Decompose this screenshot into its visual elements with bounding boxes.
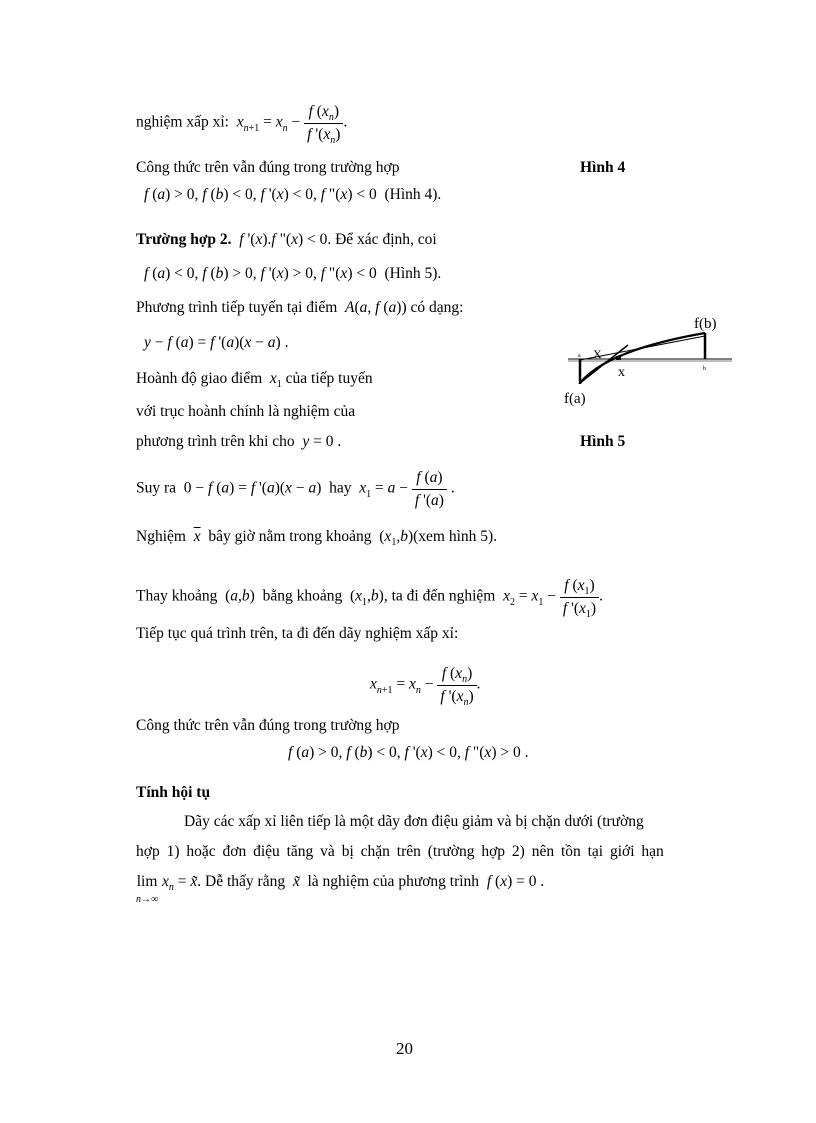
- text-fig4-ref: (Hình 4).: [384, 186, 442, 203]
- figure-4-label: Hình 4: [580, 159, 626, 176]
- a-label: a: [578, 353, 581, 359]
- text-go-to: , ta đi đến nghiệm: [383, 587, 496, 605]
- x-label: x: [618, 365, 625, 380]
- text-root-in: bây giờ nằm trong khoảng: [208, 528, 372, 545]
- line-intersection: Hoành độ giao điểm $x_1$ của tiếp tuyến: [136, 370, 373, 390]
- fraction-newton-2: $\frac{f (x_n)}{f '(x_n)}$: [437, 666, 476, 704]
- fraction-x2: $\frac{f (x_1)}{f '(x_1)}$: [560, 578, 599, 616]
- text-is-root: là nghiệm của phương trình: [307, 873, 480, 890]
- text-intersection: Hoành độ giao điểm: [136, 370, 263, 387]
- x1-label: X: [593, 347, 602, 361]
- fraction-x1: $\frac{f (a)}{f '(a)}$: [412, 470, 447, 508]
- line-tangent-eq: Phương trình tiếp tuyến tại điểm A(a, f (a)) có dạng:: [136, 299, 464, 316]
- line-when-y-zero: phương trình trên khi cho y = 0 .: [136, 433, 342, 450]
- convergence-line-3: lim n→∞ $x_n$ = x̃. Dễ thấy rằng x̃ là nghiệm của phương trình f (x) = 0 .: [136, 873, 545, 905]
- convergence-line-1: Dãy các xấp xỉ liên tiếp là một dãy đơn điệu giảm và bị chặn dưới (trường: [184, 813, 644, 830]
- fa-label: f(a): [564, 391, 586, 407]
- text-hay: hay: [329, 479, 352, 497]
- text-bang: bằng khoảng: [262, 587, 343, 605]
- formula-newton-2: $x_{n+1} = x_n$ − $\frac{f (x_n)}{f '(x_n)}$ .: [370, 665, 481, 708]
- root-marker: [616, 356, 621, 360]
- line-root-interval: Nghiệm $\overline{x}$ bây giờ nằm trong khoảng $(x_1,b)(xem$ hình 5).: [136, 528, 498, 548]
- line-deduce-x1: Suy ra 0 − f (a) = f '(a)(x − a) hay $x_1 = a$ − $\frac{f (a)}{f '(a)}$ .: [136, 469, 455, 509]
- case-2-title: Trường hợp 2: [136, 231, 228, 248]
- text-suy-ra: Suy ra: [136, 479, 177, 497]
- convergence-title: Tính hội tụ: [136, 784, 211, 801]
- line-conditions-fig4: f (a) > 0, f (b) < 0, f '(x) < 0, f "(x) < 0 (Hình 4).: [144, 186, 442, 203]
- line-approx-1: nghiệm xấp xỉ: $x_{n+1} = x_n$ − $\frac{f (x_n)}{f '(x_n)}$ .: [136, 103, 348, 146]
- line-tangent-formula: y − f (a) = f '(a)(x − a) .: [144, 334, 289, 351]
- text-approx-1: nghiệm xấp xỉ:: [136, 113, 229, 131]
- b-label: b: [703, 366, 706, 372]
- text-when: phương trình trên khi cho: [136, 433, 295, 450]
- figure-5-diagram: [562, 312, 742, 412]
- line-replace-interval: Thay khoảng (a,b) bằng khoảng $(x_1,b)$, ta đi đến nghiệm $x_2 = x_1$ − $\frac{f (x_1)}{f '(x_1)}$ .: [136, 577, 603, 620]
- text-nghiem: Nghiệm: [136, 528, 186, 545]
- line-conditions-fig5: f (a) < 0, f (b) > 0, f '(x) > 0, f "(x) < 0 (Hình 5).: [144, 265, 442, 282]
- text-tangent-suffix: có dạng:: [410, 299, 464, 316]
- text-see-fig5: (xem hình 5).: [413, 528, 498, 545]
- line-case-2: Trường hợp 2. f '(x).f "(x) < 0. Để xác định, coi: [136, 231, 437, 248]
- figure-5-label: Hình 5: [580, 433, 626, 450]
- page-number: 20: [396, 1039, 413, 1058]
- text-easy-see: . Dễ thấy rằng: [197, 873, 286, 890]
- limit-expression: lim n→∞: [136, 873, 159, 905]
- text-thay: Thay khoảng: [136, 587, 218, 605]
- line-case-holds-1: Công thức trên vẫn đúng trong trường hợp: [136, 159, 400, 176]
- line-conditions-final: f (a) > 0, f (b) < 0, f '(x) < 0, f "(x) > 0 .: [288, 744, 529, 761]
- text-case-2: . Để xác định, coi: [327, 231, 437, 248]
- text-fig5-ref: (Hình 5).: [384, 265, 442, 282]
- fraction-newton-1: $\frac{f (x_n)}{f '(x_n)}$: [304, 104, 343, 142]
- convergence-line-2: hợp 1) hoặc đơn điệu tăng và bị chặn trên (trường hợp 2) nên tồn tại giới hạn: [136, 843, 664, 860]
- fb-label: f(b): [694, 316, 717, 332]
- line-case-holds-2: Công thức trên vẫn đúng trong trường hợp: [136, 717, 400, 734]
- line-horizontal-axis: với trục hoành chính là nghiệm của: [136, 403, 356, 420]
- line-continue: Tiếp tục quá trình trên, ta đi đến dãy nghiệm xấp xỉ:: [136, 625, 459, 642]
- text-intersection-suffix: của tiếp tuyến: [285, 370, 373, 387]
- text-tangent: Phương trình tiếp tuyến tại điểm: [136, 299, 338, 316]
